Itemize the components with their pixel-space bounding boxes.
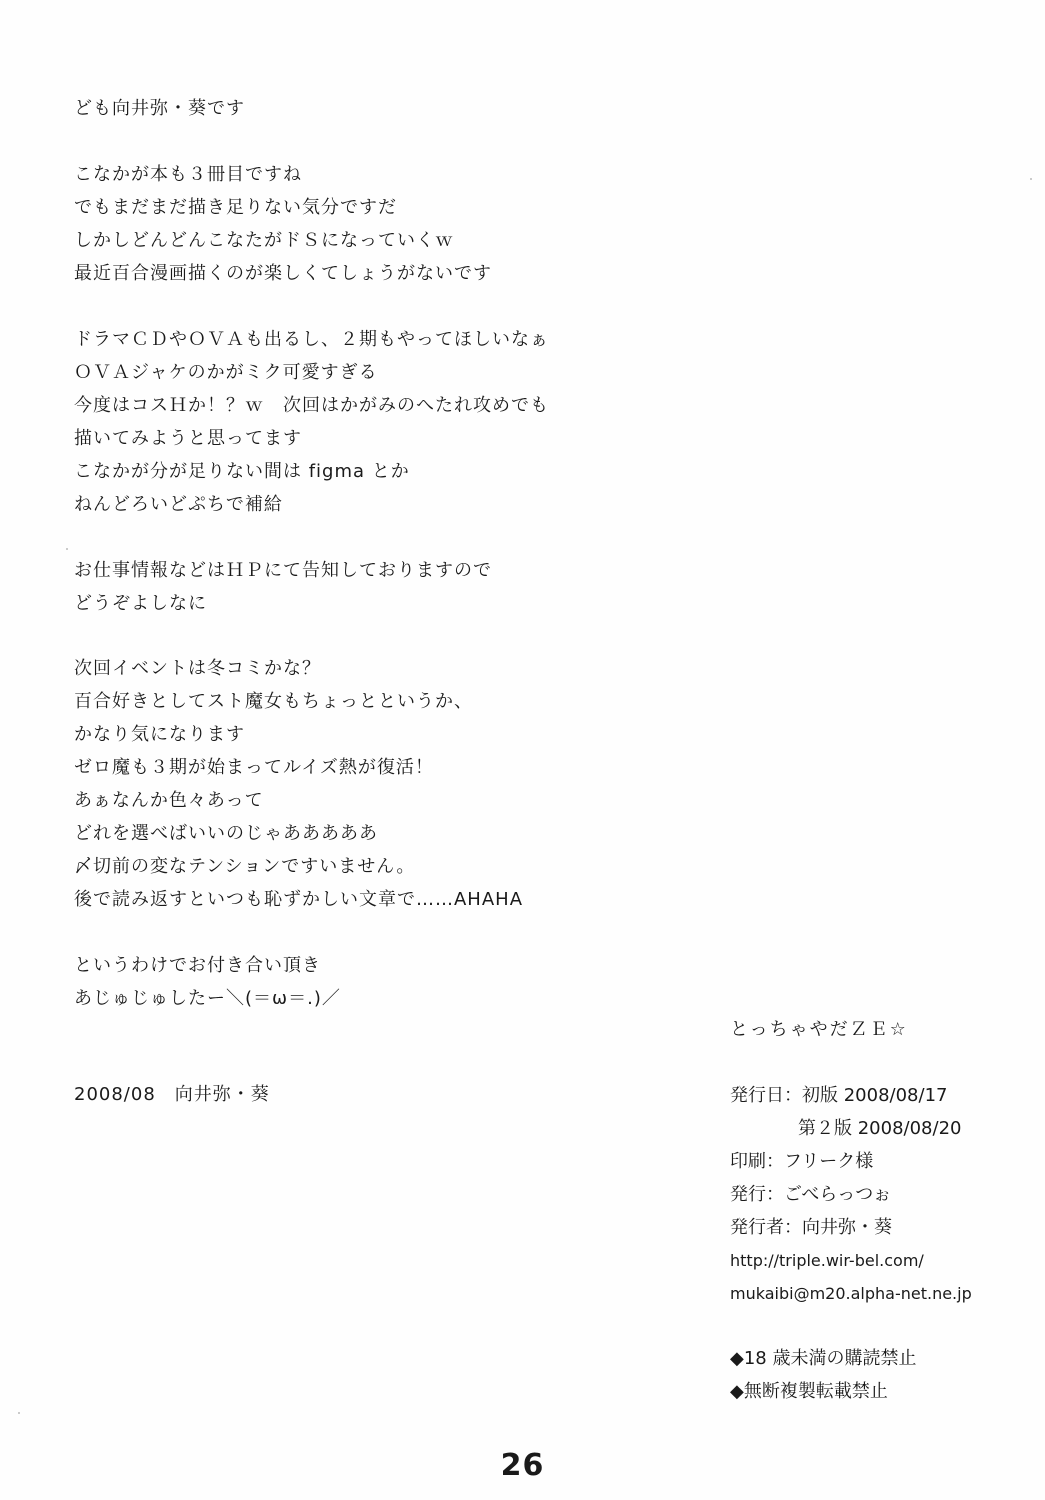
page-number: 26 bbox=[500, 1448, 545, 1483]
afterword-line: 後で読み返すといつも恥ずかしい文章で……AHAHA bbox=[74, 889, 524, 910]
afterword-line: というわけでお付き合い頂き bbox=[74, 955, 321, 976]
afterword-line: 〆切前の変なテンションですいません。 bbox=[74, 856, 416, 877]
afterword-line: 最近百合漫画描くのが楽しくてしょうがないです bbox=[74, 263, 492, 284]
second-edition-date: 第２版 2008/08/20 bbox=[798, 1118, 962, 1139]
notice-minors: ◆18 歳未満の購読禁止 bbox=[730, 1348, 917, 1369]
afterword-line: ＯＶＡジャケのかがミク可愛すぎる bbox=[74, 362, 378, 383]
afterword-line: 百合好きとしてスト魔女もちょっとというか、 bbox=[74, 691, 473, 712]
afterword-line: どうぞよしなに bbox=[74, 593, 207, 614]
afterword-line: あじゅじゅしたー＼(＝ω＝.)／ bbox=[74, 988, 341, 1009]
afterword-line: どれを選べばいいのじゃあああああ bbox=[74, 823, 378, 844]
printer: 印刷：フリーク様 bbox=[730, 1151, 874, 1172]
afterword-line: ドラマＣＤやＯＶＡも出るし、２期もやってほしいなぁ bbox=[74, 329, 549, 350]
afterword-signature: 2008/08 向井弥・葵 bbox=[74, 1084, 270, 1105]
notice-copy: ◆無断複製転載禁止 bbox=[730, 1381, 888, 1402]
contact-email: mukaibi@m20.alpha-net.ne.jp bbox=[730, 1284, 972, 1303]
afterword-line: こなかが本も３冊目ですね bbox=[74, 164, 302, 185]
afterword-line: しかしどんどんこなたがドＳになっていくｗ bbox=[74, 230, 454, 251]
book-title: とっちゃやだＺＥ☆ bbox=[730, 1019, 908, 1040]
scan-speck bbox=[66, 548, 68, 550]
afterword-line: 描いてみようと思ってます bbox=[74, 428, 302, 449]
afterword-line: お仕事情報などはＨＰにて告知しておりますので bbox=[74, 560, 492, 581]
afterword-line: 次回イベントは冬コミかな？ bbox=[74, 658, 321, 679]
scan-speck bbox=[18, 1412, 20, 1414]
publisher: 発行：ごべらっつぉ bbox=[730, 1184, 892, 1205]
issuer: 発行者：向井弥・葵 bbox=[730, 1217, 892, 1238]
issue-date: 発行日：初版 2008/08/17 bbox=[730, 1085, 948, 1106]
afterword-line: ねんどろいどぷちで補給 bbox=[74, 494, 283, 515]
afterword-line: こなかが分が足りない間は figma とか bbox=[74, 461, 410, 482]
afterword-line: でもまだまだ描き足りない気分ですだ bbox=[74, 197, 397, 218]
website-url: http://triple.wir-bel.com/ bbox=[730, 1251, 924, 1270]
afterword-line: ゼロ魔も３期が始まってルイズ熱が復活！ bbox=[74, 757, 434, 778]
scan-speck bbox=[1030, 178, 1032, 180]
afterword-line: あぁなんか色々あって bbox=[74, 790, 264, 811]
afterword-line: 今度はコスＨか！？ｗ 次回はかがみのへたれ攻めでも bbox=[74, 395, 549, 416]
afterword-line: ども向井弥・葵です bbox=[74, 98, 245, 119]
afterword-line: かなり気になります bbox=[74, 724, 245, 745]
